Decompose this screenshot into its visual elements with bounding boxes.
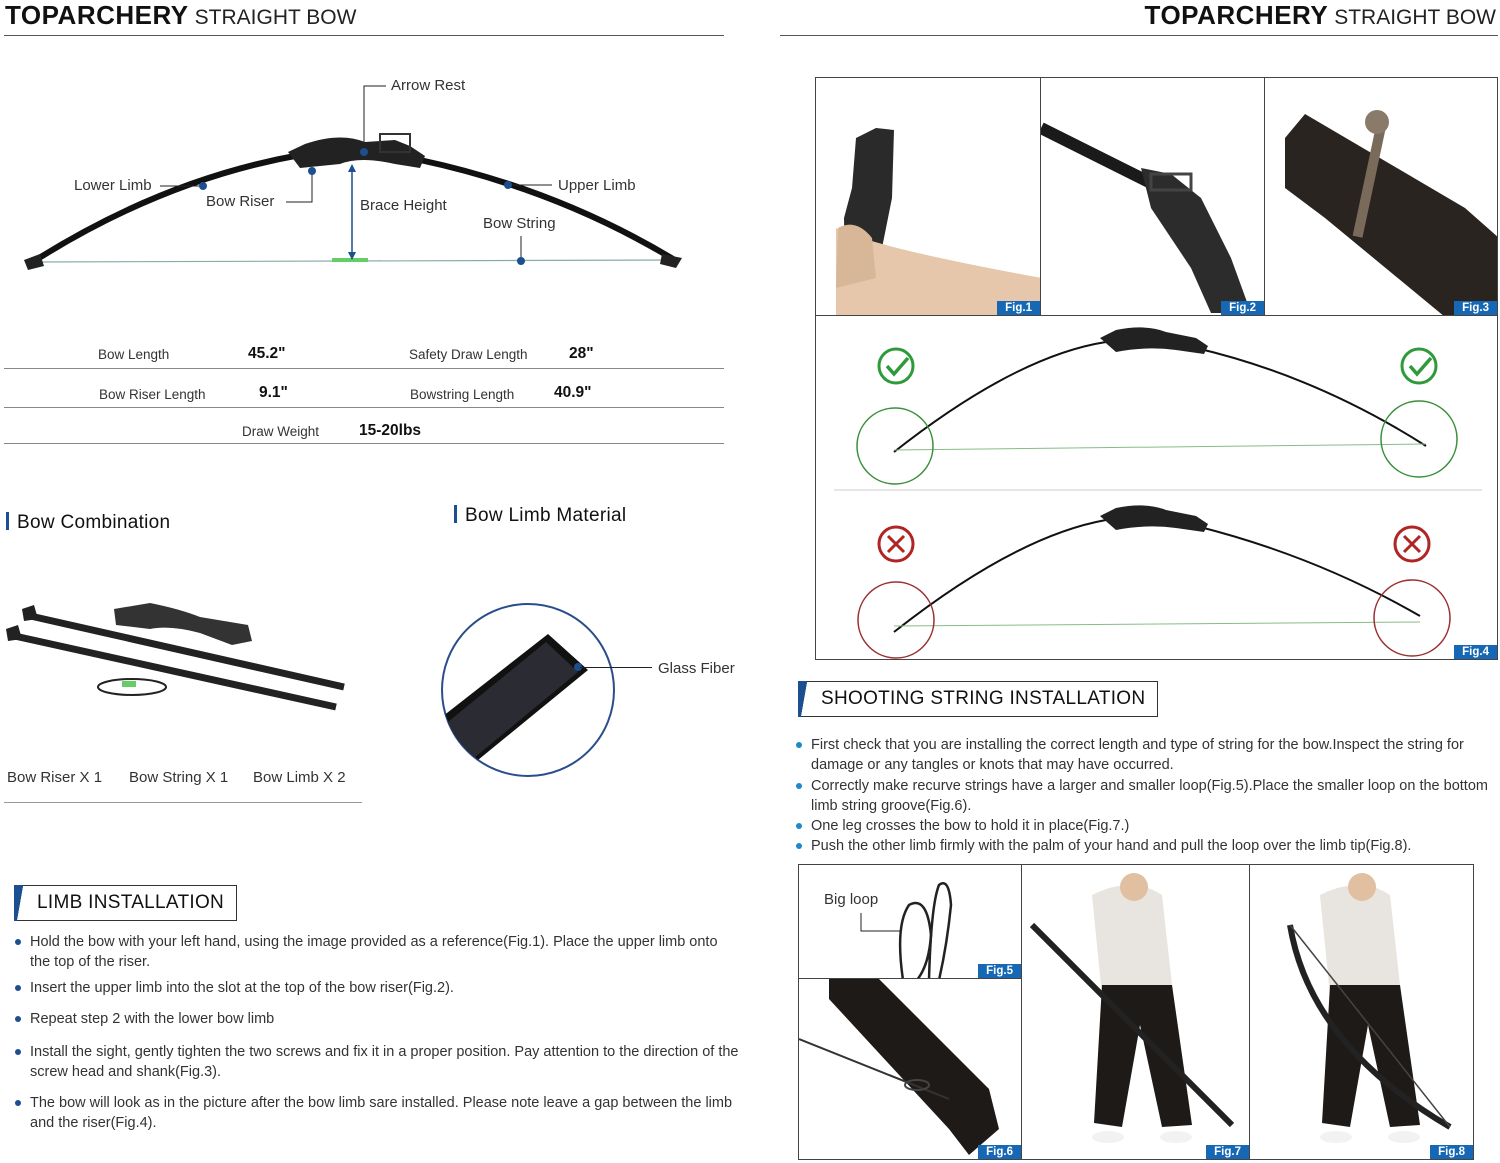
string-step: Correctly make recurve strings have a larger and smaller loop(Fig.5).Place the smaller loop on the bottom limb string groove(Fig.6). <box>811 776 1493 816</box>
header-rule <box>780 35 1498 36</box>
callout-line <box>580 667 652 668</box>
string-step: Push the other limb firmly with the palm of your hand and pull the loop over the limb tip(Fig.8). <box>811 836 1493 856</box>
label-big-loop: Big loop <box>824 891 879 908</box>
brand-name: TOPARCHERY <box>1144 0 1329 30</box>
spec-label: Draw Weight <box>242 424 320 439</box>
part-riser: Bow Riser X 1 <box>7 769 103 786</box>
string-step: First check that you are installing the correct length and type of string for the bow.Inspect the string for damage or any tangles or knots that may have occurred. <box>811 735 1493 775</box>
spec-label: Bow Riser Length <box>99 387 206 402</box>
cross-icon <box>879 527 913 561</box>
check-icon <box>879 349 913 383</box>
figure-5-panel <box>798 864 1022 979</box>
figure-3-panel <box>1264 77 1498 316</box>
limb-step: Insert the upper limb into the slot at the top of the bow riser(Fig.2). <box>30 978 730 998</box>
fig-badge: Fig.6 <box>978 1145 1021 1159</box>
product-name: STRAIGHT BOW <box>1334 6 1496 29</box>
cross-icon <box>1395 527 1429 561</box>
limb-step: Install the sight, gently tighten the two screws and fix it in a proper position. Pay attention to the direction of the screw head and shank(Fig.3). <box>30 1042 770 1082</box>
figure-1-panel <box>815 77 1041 316</box>
fig-badge: Fig.4 <box>1454 645 1497 659</box>
spec-label: Safety Draw Length <box>409 347 528 362</box>
loop-over-tip-image <box>1250 865 1474 1160</box>
left-header <box>5 0 356 31</box>
label-lower-limb: Lower Limb <box>74 177 152 194</box>
label-bow-string: Bow String <box>483 215 556 232</box>
string-loops-image <box>799 865 1022 979</box>
fig-badge: Fig.5 <box>978 964 1021 978</box>
glass-fiber-image <box>438 600 620 782</box>
check-icon <box>1402 349 1436 383</box>
spec-label: Bowstring Length <box>410 387 515 402</box>
limb-insert-image <box>1041 78 1265 316</box>
spec-value: 45.2" <box>248 345 286 362</box>
limb-step: Hold the bow with your left hand, using the image provided as a reference(Fig.1). Place the upper limb onto the top of the riser. <box>30 932 720 972</box>
part-limb: Bow Limb X 2 <box>253 769 346 786</box>
leg-cross-image <box>1022 865 1250 1160</box>
string-step: One leg crosses the bow to hold it in place(Fig.7.) <box>811 816 1493 836</box>
fig-badge: Fig.8 <box>1430 1145 1473 1159</box>
spec-value: 15-20lbs <box>359 422 422 439</box>
figure-8-panel <box>1249 864 1474 1160</box>
figure-4-panel <box>815 315 1498 660</box>
spec-row-rule <box>4 407 724 408</box>
fig-badge: Fig.1 <box>997 301 1040 315</box>
right-header <box>1145 0 1496 31</box>
fig-badge: Fig.2 <box>1221 301 1264 315</box>
string-installation-title: SHOOTING STRING INSTALLATION <box>798 681 1158 717</box>
label-glass-fiber: Glass Fiber <box>658 660 735 677</box>
bow-combination-title: Bow Combination <box>6 512 170 534</box>
label-brace-height: Brace Height <box>360 197 447 214</box>
part-string: Bow String X 1 <box>129 769 229 786</box>
label-arrow-rest: Arrow Rest <box>391 77 466 94</box>
spec-value: 9.1" <box>259 384 288 401</box>
label-bow-riser: Bow Riser <box>206 193 275 210</box>
limb-step: Repeat step 2 with the lower bow limb <box>30 1009 730 1029</box>
spec-value: 40.9" <box>554 384 592 401</box>
bow-anatomy-diagram <box>0 60 720 290</box>
fig-badge: Fig.7 <box>1206 1145 1249 1159</box>
bow-limb-material-title: Bow Limb Material <box>454 505 626 527</box>
fig-badge: Fig.3 <box>1454 301 1497 315</box>
bow-parts-image <box>0 595 360 720</box>
gap-comparison-image <box>816 316 1498 660</box>
figure-2-panel <box>1040 77 1265 316</box>
spec-row-rule <box>4 368 724 369</box>
sight-install-image <box>1265 78 1498 316</box>
label-upper-limb: Upper Limb <box>558 177 636 194</box>
limb-installation-title: LIMB INSTALLATION <box>14 885 237 921</box>
brand-name: TOPARCHERY <box>5 0 189 30</box>
riser-hand-image <box>816 78 1041 316</box>
spec-label: Bow Length <box>98 347 170 362</box>
figure-7-panel <box>1021 864 1250 1160</box>
limb-step: The bow will look as in the picture after the bow limb sare installed. Please note leave a gap between the limb and the riser(Fig.4). <box>30 1093 740 1133</box>
limb-groove-image <box>799 979 1022 1160</box>
header-rule <box>4 35 724 36</box>
spec-row-rule <box>4 443 724 444</box>
figure-6-panel <box>798 978 1022 1160</box>
product-name: STRAIGHT BOW <box>194 6 357 29</box>
spec-value: 28" <box>569 345 594 362</box>
combination-rule <box>4 802 362 803</box>
